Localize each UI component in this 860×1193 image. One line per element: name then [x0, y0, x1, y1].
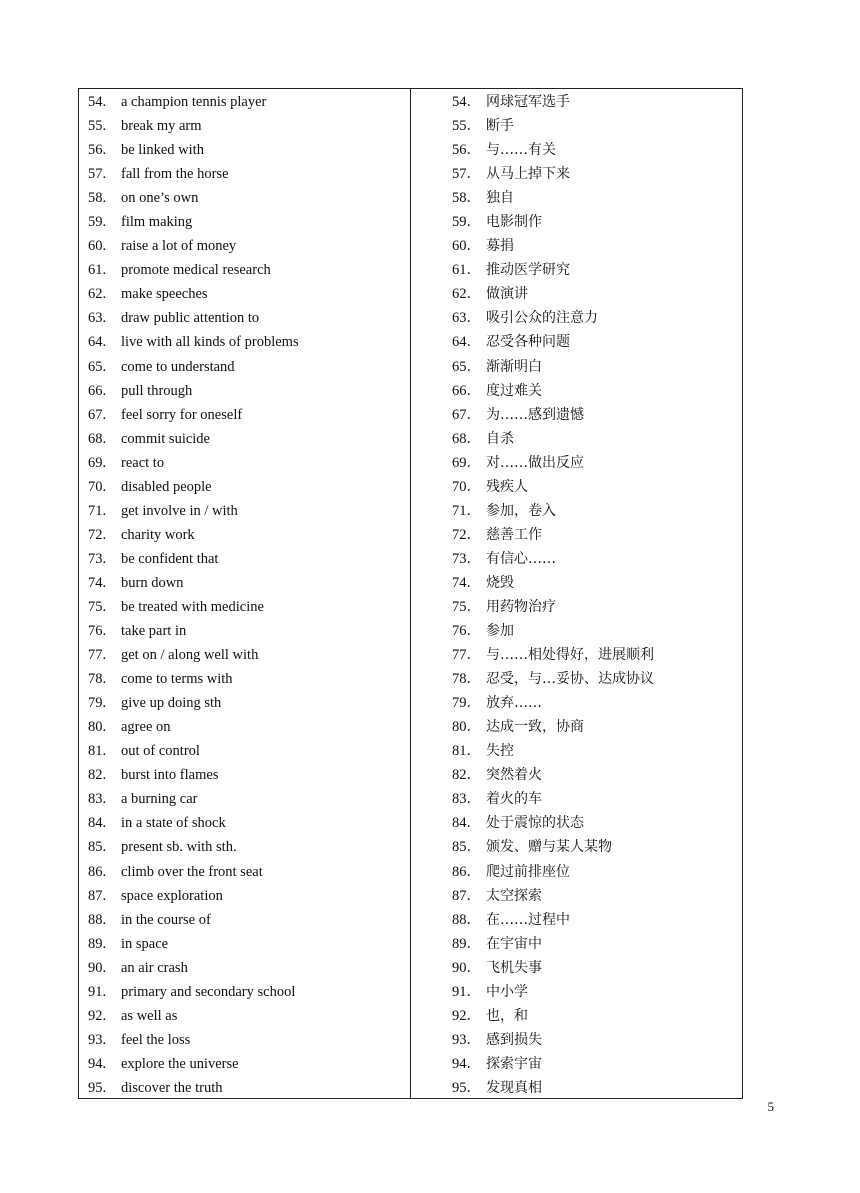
- english-phrase-row: [79, 571, 410, 595]
- item-number: 90.: [88, 959, 107, 976]
- chinese-translation-row: [411, 691, 742, 715]
- english-phrase-row: [79, 956, 410, 980]
- chinese-translation-row: [411, 1076, 742, 1100]
- chinese-translation-row: [411, 114, 742, 138]
- chinese-translation-row: [411, 427, 742, 451]
- english-phrase: on one’s own: [121, 190, 199, 207]
- english-phrase: discover the truth: [121, 1079, 223, 1096]
- english-phrase-row: [79, 595, 410, 619]
- english-phrase: take part in: [121, 623, 187, 640]
- chinese-translation: 在宇宙中: [486, 935, 542, 952]
- chinese-translation: 度过难关: [486, 382, 542, 399]
- chinese-translation-row: [411, 234, 742, 258]
- item-number: 95．: [452, 1079, 481, 1096]
- item-number: 69．: [452, 454, 481, 471]
- english-phrase-row: [79, 90, 410, 114]
- chinese-translation-row: [411, 210, 742, 234]
- english-phrase: come to understand: [121, 358, 235, 375]
- english-phrase: get on / along well with: [121, 647, 259, 664]
- chinese-translation: 慈善工作: [486, 526, 542, 543]
- item-number: 69.: [88, 454, 107, 471]
- english-phrase-row: [79, 306, 410, 330]
- chinese-translation: 吸引公众的注意力: [486, 310, 598, 327]
- chinese-translation: 与……有关: [486, 142, 556, 159]
- chinese-translation: 断手: [486, 118, 514, 135]
- item-number: 56.: [88, 142, 107, 159]
- english-phrase-row: [79, 451, 410, 475]
- chinese-translation: 中小学: [486, 983, 528, 1000]
- item-number: 60.: [88, 238, 107, 255]
- chinese-translation: 探索宇宙: [486, 1055, 542, 1072]
- english-phrase-row: [79, 787, 410, 811]
- item-number: 91.: [88, 983, 107, 1000]
- english-phrase: make speeches: [121, 286, 208, 303]
- item-number: 81．: [452, 743, 481, 760]
- english-phrase: climb over the front seat: [121, 863, 263, 880]
- chinese-translation-row: [411, 884, 742, 908]
- item-number: 61．: [452, 262, 481, 279]
- item-number: 87.: [88, 887, 107, 904]
- item-number: 68.: [88, 430, 107, 447]
- item-number: 66．: [452, 382, 481, 399]
- chinese-translation-row: [411, 595, 742, 619]
- english-phrase-row: [79, 835, 410, 859]
- english-phrase-row: [79, 932, 410, 956]
- item-number: 75.: [88, 598, 107, 615]
- english-phrase-row: [79, 523, 410, 547]
- chinese-translation-row: [411, 811, 742, 835]
- chinese-translation-row: [411, 306, 742, 330]
- item-number: 94.: [88, 1055, 107, 1072]
- english-phrase-row: [79, 186, 410, 210]
- english-phrase-row: [79, 499, 410, 523]
- chinese-translation: 用药物治疗: [486, 598, 556, 615]
- english-phrase: in a state of shock: [121, 815, 226, 832]
- chinese-translation: 电影制作: [486, 214, 542, 231]
- english-phrase: raise a lot of money: [121, 238, 237, 255]
- chinese-translation-row: [411, 787, 742, 811]
- chinese-translation-row: [411, 258, 742, 282]
- english-phrase: break my arm: [121, 118, 202, 135]
- chinese-translation: 爬过前排座位: [486, 863, 570, 880]
- item-number: 89.: [88, 935, 107, 952]
- english-phrase-row: [79, 379, 410, 403]
- item-number: 95.: [88, 1079, 107, 1096]
- chinese-translation: 着火的车: [486, 791, 542, 808]
- chinese-translation-row: [411, 860, 742, 884]
- chinese-translation: 为……感到遗憾: [486, 406, 584, 423]
- item-number: 65.: [88, 358, 107, 375]
- english-phrase-row: [79, 234, 410, 258]
- chinese-translation-row: [411, 571, 742, 595]
- english-phrase: give up doing sth: [121, 695, 222, 712]
- item-number: 88.: [88, 911, 107, 928]
- item-number: 57．: [452, 166, 481, 183]
- item-number: 77.: [88, 647, 107, 664]
- chinese-translation-row: [411, 475, 742, 499]
- chinese-translation: 突然着火: [486, 767, 542, 784]
- item-number: 80.: [88, 719, 107, 736]
- chinese-translation: 处于震惊的状态: [486, 815, 584, 832]
- item-number: 79．: [452, 695, 481, 712]
- english-phrase-row: [79, 1028, 410, 1052]
- english-phrase-row: [79, 715, 410, 739]
- item-number: 67.: [88, 406, 107, 423]
- item-number: 73．: [452, 550, 481, 567]
- english-phrase: commit suicide: [121, 430, 210, 447]
- chinese-translation-row: [411, 379, 742, 403]
- english-phrase-row: [79, 739, 410, 763]
- item-number: 79.: [88, 695, 107, 712]
- item-number: 58.: [88, 190, 107, 207]
- chinese-translation: 放弃……: [486, 695, 542, 712]
- item-number: 92．: [452, 1007, 481, 1024]
- chinese-translation-row: [411, 908, 742, 932]
- item-number: 60．: [452, 238, 481, 255]
- item-number: 62．: [452, 286, 481, 303]
- item-number: 75．: [452, 598, 481, 615]
- english-phrase-row: [79, 1052, 410, 1076]
- english-phrase: out of control: [121, 743, 200, 760]
- english-phrase-row: [79, 355, 410, 379]
- chinese-translation: 与……相处得好，进展顺利: [486, 647, 654, 664]
- item-number: 64．: [452, 334, 481, 351]
- item-number: 81.: [88, 743, 107, 760]
- english-phrase: be linked with: [121, 142, 204, 159]
- item-number: 58．: [452, 190, 481, 207]
- item-number: 54.: [88, 94, 107, 110]
- item-number: 63．: [452, 310, 481, 327]
- chinese-translation: 飞机失事: [486, 959, 542, 976]
- chinese-translation: 参加，卷入: [486, 502, 556, 519]
- item-number: 85.: [88, 839, 107, 856]
- chinese-translation-row: [411, 547, 742, 571]
- english-phrase-row: [79, 860, 410, 884]
- item-number: 85．: [452, 839, 481, 856]
- chinese-translation: 独自: [486, 190, 514, 207]
- item-number: 76．: [452, 623, 481, 640]
- item-number: 61.: [88, 262, 107, 279]
- chinese-translation: 感到损失: [486, 1031, 542, 1048]
- chinese-translation-row: [411, 1028, 742, 1052]
- item-number: 94．: [452, 1055, 481, 1072]
- item-number: 67．: [452, 406, 481, 423]
- english-phrase-row: [79, 138, 410, 162]
- chinese-translation: 做演讲: [486, 286, 528, 303]
- item-number: 77．: [452, 647, 481, 664]
- chinese-translation-row: [411, 763, 742, 787]
- item-number: 82.: [88, 767, 107, 784]
- english-phrase: burn down: [121, 574, 184, 591]
- item-number: 55．: [452, 118, 481, 135]
- english-phrase: disabled people: [121, 478, 212, 495]
- item-number: 72．: [452, 526, 481, 543]
- item-number: 54．: [452, 94, 481, 110]
- chinese-translation-row: [411, 499, 742, 523]
- english-phrase: as well as: [121, 1007, 178, 1024]
- english-phrase: live with all kinds of problems: [121, 334, 299, 351]
- item-number: 66.: [88, 382, 107, 399]
- chinese-translation-row: [411, 451, 742, 475]
- chinese-translation-row: [411, 523, 742, 547]
- item-number: 71.: [88, 502, 107, 519]
- chinese-translation-row: [411, 739, 742, 763]
- english-phrase-row: [79, 475, 410, 499]
- item-number: 63.: [88, 310, 107, 327]
- english-phrase-row: [79, 547, 410, 571]
- item-number: 78.: [88, 671, 107, 688]
- chinese-translation: 参加: [486, 623, 514, 640]
- english-phrase-row: [79, 884, 410, 908]
- chinese-translation-row: [411, 835, 742, 859]
- chinese-translation-row: [411, 162, 742, 186]
- english-phrase-row: [79, 619, 410, 643]
- item-number: 64.: [88, 334, 107, 351]
- chinese-translation-row: [411, 980, 742, 1004]
- chinese-translation-row: [411, 138, 742, 162]
- english-phrase: react to: [121, 454, 165, 471]
- item-number: 82．: [452, 767, 481, 784]
- english-phrase: draw public attention to: [121, 310, 260, 327]
- chinese-translation-row: [411, 90, 742, 114]
- chinese-translation: 网球冠军选手: [486, 94, 570, 110]
- item-number: 90．: [452, 959, 481, 976]
- chinese-translation: 从马上掉下来: [486, 166, 570, 183]
- item-number: 91．: [452, 983, 481, 1000]
- item-number: 87．: [452, 887, 481, 904]
- english-phrase: agree on: [121, 719, 171, 736]
- english-phrase-row: [79, 1076, 410, 1100]
- english-phrase: in the course of: [121, 911, 211, 928]
- item-number: 76.: [88, 623, 107, 640]
- english-phrase: explore the universe: [121, 1055, 239, 1072]
- item-number: 86.: [88, 863, 107, 880]
- english-phrase-row: [79, 282, 410, 306]
- chinese-translation: 达成一致，协商: [486, 719, 584, 736]
- english-column: [79, 89, 411, 1098]
- english-phrase-row: [79, 258, 410, 282]
- chinese-translation: 推动医学研究: [486, 262, 570, 279]
- chinese-translation: 颁发、赠与某人某物: [486, 839, 612, 856]
- chinese-translation-row: [411, 403, 742, 427]
- english-phrase-row: [79, 691, 410, 715]
- item-number: 57.: [88, 166, 107, 183]
- english-phrase-row: [79, 643, 410, 667]
- english-phrase: a burning car: [121, 791, 198, 808]
- item-number: 80．: [452, 719, 481, 736]
- item-number: 78．: [452, 671, 481, 688]
- chinese-translation-row: [411, 330, 742, 354]
- chinese-translation: 太空探索: [486, 887, 542, 904]
- item-number: 93.: [88, 1031, 107, 1048]
- chinese-translation: 残疾人: [486, 478, 528, 495]
- item-number: 59.: [88, 214, 107, 231]
- item-number: 74.: [88, 574, 107, 591]
- chinese-translation-row: [411, 1052, 742, 1076]
- item-number: 72.: [88, 526, 107, 543]
- chinese-translation: 募捐: [486, 238, 514, 255]
- english-phrase-row: [79, 980, 410, 1004]
- chinese-translation-row: [411, 355, 742, 379]
- english-phrase: feel sorry for oneself: [121, 406, 243, 423]
- item-number: 65．: [452, 358, 481, 375]
- chinese-translation-row: [411, 619, 742, 643]
- chinese-translation: 在……过程中: [486, 911, 570, 928]
- english-phrase-row: [79, 114, 410, 138]
- english-phrase: film making: [121, 214, 193, 231]
- item-number: 89．: [452, 935, 481, 952]
- english-phrase-row: [79, 210, 410, 234]
- english-phrase: be treated with medicine: [121, 598, 264, 615]
- english-phrase: come to terms with: [121, 671, 233, 688]
- english-phrase-row: [79, 162, 410, 186]
- chinese-translation: 发现真相: [486, 1079, 542, 1096]
- chinese-translation: 有信心……: [486, 550, 556, 567]
- chinese-translation: 失控: [486, 743, 514, 760]
- chinese-translation-row: [411, 667, 742, 691]
- english-phrase: primary and secondary school: [121, 983, 296, 1000]
- item-number: 59．: [452, 214, 481, 231]
- chinese-translation: 渐渐明白: [486, 358, 542, 375]
- item-number: 70.: [88, 478, 107, 495]
- chinese-translation-row: [411, 186, 742, 210]
- item-number: 83.: [88, 791, 107, 808]
- vocabulary-table: [78, 88, 743, 1099]
- english-phrase: be confident that: [121, 550, 219, 567]
- item-number: 93．: [452, 1031, 481, 1048]
- english-phrase: an air crash: [121, 959, 188, 976]
- item-number: 84．: [452, 815, 481, 832]
- chinese-translation: 也，和: [486, 1007, 528, 1024]
- item-number: 84.: [88, 815, 107, 832]
- item-number: 86．: [452, 863, 481, 880]
- chinese-translation: 忍受，与…妥协、达成协议: [486, 671, 654, 688]
- page-number: 5: [767, 1099, 774, 1114]
- item-number: 88．: [452, 911, 481, 928]
- item-number: 70．: [452, 478, 481, 495]
- english-phrase: burst into flames: [121, 767, 219, 784]
- item-number: 68．: [452, 430, 481, 447]
- english-phrase-row: [79, 763, 410, 787]
- item-number: 74．: [452, 574, 481, 591]
- item-number: 71．: [452, 502, 481, 519]
- chinese-translation-row: [411, 282, 742, 306]
- english-phrase-row: [79, 427, 410, 451]
- english-phrase-row: [79, 811, 410, 835]
- chinese-translation: 烧毁: [486, 574, 514, 591]
- chinese-column: [411, 89, 742, 1098]
- chinese-translation-row: [411, 1004, 742, 1028]
- item-number: 92.: [88, 1007, 107, 1024]
- english-phrase: a champion tennis player: [121, 94, 267, 110]
- english-phrase-row: [79, 1004, 410, 1028]
- chinese-translation: 忍受各种问题: [486, 334, 570, 351]
- english-phrase-row: [79, 330, 410, 354]
- item-number: 55.: [88, 118, 107, 135]
- english-phrase: present sb. with sth.: [121, 839, 237, 856]
- chinese-translation-row: [411, 932, 742, 956]
- english-phrase: in space: [121, 935, 169, 952]
- english-phrase: promote medical research: [121, 262, 271, 279]
- chinese-translation: 对……做出反应: [486, 454, 584, 471]
- item-number: 62.: [88, 286, 107, 303]
- item-number: 83．: [452, 791, 481, 808]
- english-phrase: fall from the horse: [121, 166, 229, 183]
- english-phrase-row: [79, 908, 410, 932]
- english-phrase: feel the loss: [121, 1031, 191, 1048]
- english-phrase-row: [79, 403, 410, 427]
- item-number: 56．: [452, 142, 481, 159]
- english-phrase: charity work: [121, 526, 195, 543]
- chinese-translation-row: [411, 715, 742, 739]
- item-number: 73.: [88, 550, 107, 567]
- chinese-translation: 自杀: [486, 430, 514, 447]
- english-phrase: pull through: [121, 382, 193, 399]
- chinese-translation-row: [411, 956, 742, 980]
- chinese-translation-row: [411, 643, 742, 667]
- english-phrase-row: [79, 667, 410, 691]
- english-phrase: space exploration: [121, 887, 223, 904]
- english-phrase: get involve in / with: [121, 502, 238, 519]
